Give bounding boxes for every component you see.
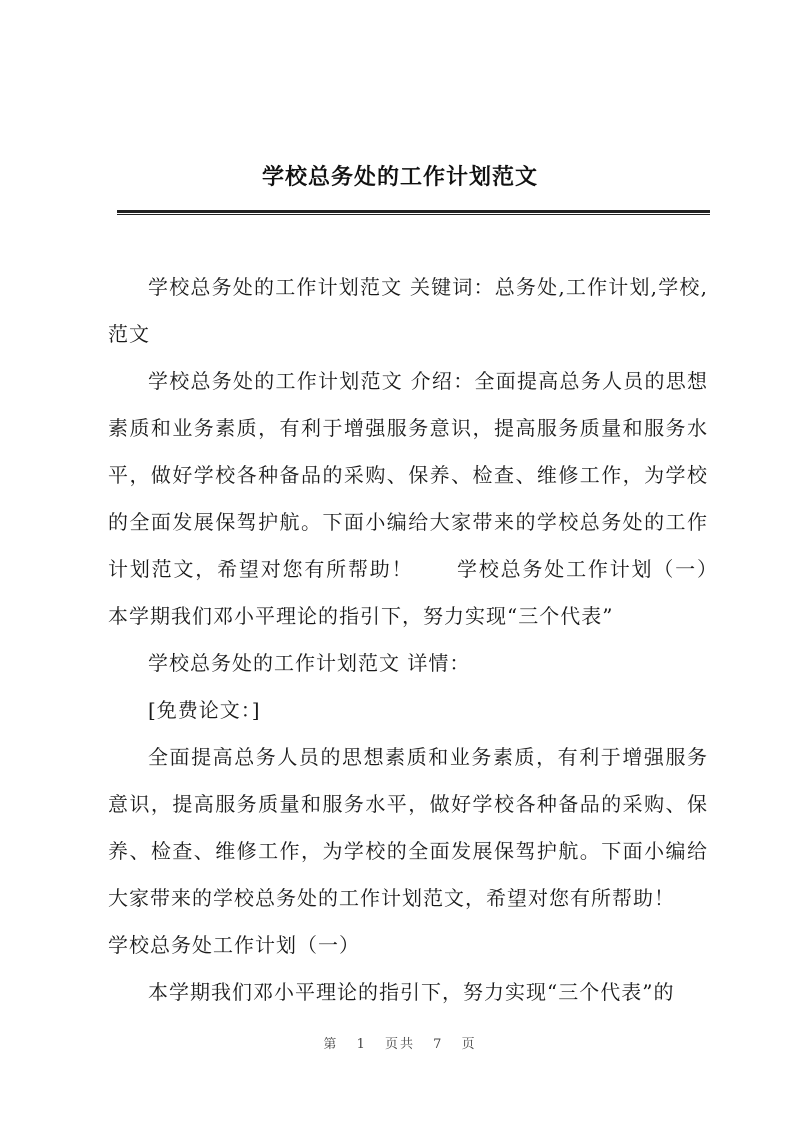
page-footer [0, 1033, 800, 1052]
footer-suffix: 页 [461, 1037, 477, 1052]
keywords-paragraph: 学校总务处的工作计划范文 关键词：总务处,工作计划,学校,范文 [108, 275, 708, 346]
footer-prefix: 第 [323, 1037, 339, 1052]
section-paragraph: 本学期我们邓小平理论的指引下，努力实现“三个代表”的 [148, 980, 675, 1004]
document-title: 学校总务处的工作计划范文 [261, 164, 538, 190]
section-heading: 学校总务处工作计划（一） [108, 933, 360, 957]
free-paper-label: [免费论文：] [148, 698, 261, 722]
footer-page-number: 1 [356, 1037, 367, 1052]
intro-paragraph: 学校总务处的工作计划范文 介绍：全面提高总务人员的思想素质和业务素质，有利于增强服务意识，提高服务质量和服务水平，做好学校各种备品的采购、保养、检查、维修工作，为学校的全面发展保驾护航。下面小编给大家带来的学校总务处的工作计划范文，希望对您有所帮助！ 学校总务处工作计划（一） 本学期我们邓小平理论的指引下，努力实现“三个代表” [108, 369, 750, 628]
footer-middle: 页共 [384, 1037, 415, 1052]
details-heading: 学校总务处的工作计划范文 详情： [148, 651, 471, 675]
document-body [108, 264, 750, 1016]
body-paragraph: 全面提高总务人员的思想素质和业务素质，有利于增强服务意识，提高服务质量和服务水平，做好学校各种备品的采购、保养、检查、维修工作，为学校的全面发展保驾护航。下面小编给大家带来的学校总务处的工作计划范文，希望对您有所帮助！ [108, 745, 708, 910]
footer-total-pages: 7 [433, 1037, 444, 1052]
title-divider [117, 210, 710, 215]
